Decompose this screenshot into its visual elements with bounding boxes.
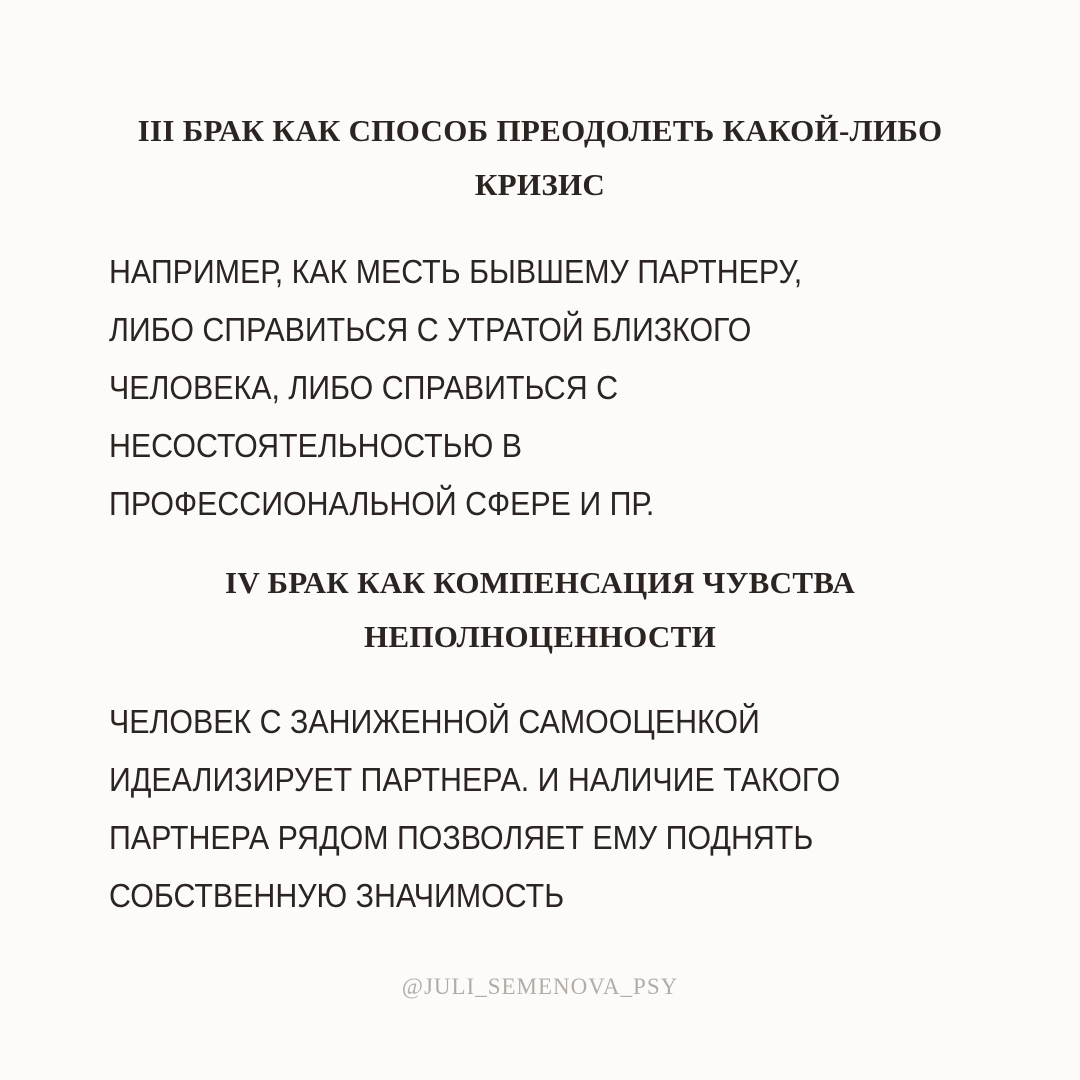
- section-4-heading-line: IV БРАК КАК КОМПЕНСАЦИЯ ЧУВСТВА: [224, 565, 856, 600]
- section-4-body-line: ПАРТНЕРА РЯДОМ ПОЗВОЛЯЕТ ЕМУ ПОДНЯТЬ: [109, 819, 814, 856]
- section-3-body-line: НЕСОСТОЯТЕЛЬНОСТЬЮ В: [109, 427, 522, 464]
- section-3-body-line: ПРОФЕССИОНАЛЬНОЙ СФЕРЕ И ПР.: [109, 485, 655, 522]
- section-4-body-line: СОБСТВЕННУЮ ЗНАЧИМОСТЬ: [109, 877, 565, 914]
- section-4-heading: [60, 556, 1020, 664]
- section-3-body: [109, 243, 937, 533]
- section-4-body: [109, 693, 937, 925]
- section-4-heading-line: НЕПОЛНОЦЕННОСТИ: [364, 619, 716, 654]
- section-4-body-line: ЧЕЛОВЕК С ЗАНИЖЕННОЙ САМООЦЕНКОЙ: [109, 703, 760, 740]
- section-3-heading-line: КРИЗИС: [474, 167, 606, 202]
- section-3-heading-line: III БРАК КАК СПОСОБ ПРЕОДОЛЕТЬ КАКОЙ-ЛИБО: [137, 113, 943, 148]
- section-4-body-line: ИДЕАЛИЗИРУЕТ ПАРТНЕРА. И НАЛИЧИЕ ТАКОГО: [109, 761, 841, 798]
- section-3-heading: [60, 104, 1020, 212]
- section-3-body-line: НАПРИМЕР, КАК МЕСТЬ БЫВШЕМУ ПАРТНЕРУ,: [109, 253, 803, 290]
- section-3-body-line: ЛИБО СПРАВИТЬСЯ С УТРАТОЙ БЛИЗКОГО: [109, 311, 752, 348]
- section-3-body-line: ЧЕЛОВЕКА, ЛИБО СПРАВИТЬСЯ С: [109, 369, 619, 406]
- author-handle: @JULI_SEMENOVA_PSY: [401, 974, 679, 999]
